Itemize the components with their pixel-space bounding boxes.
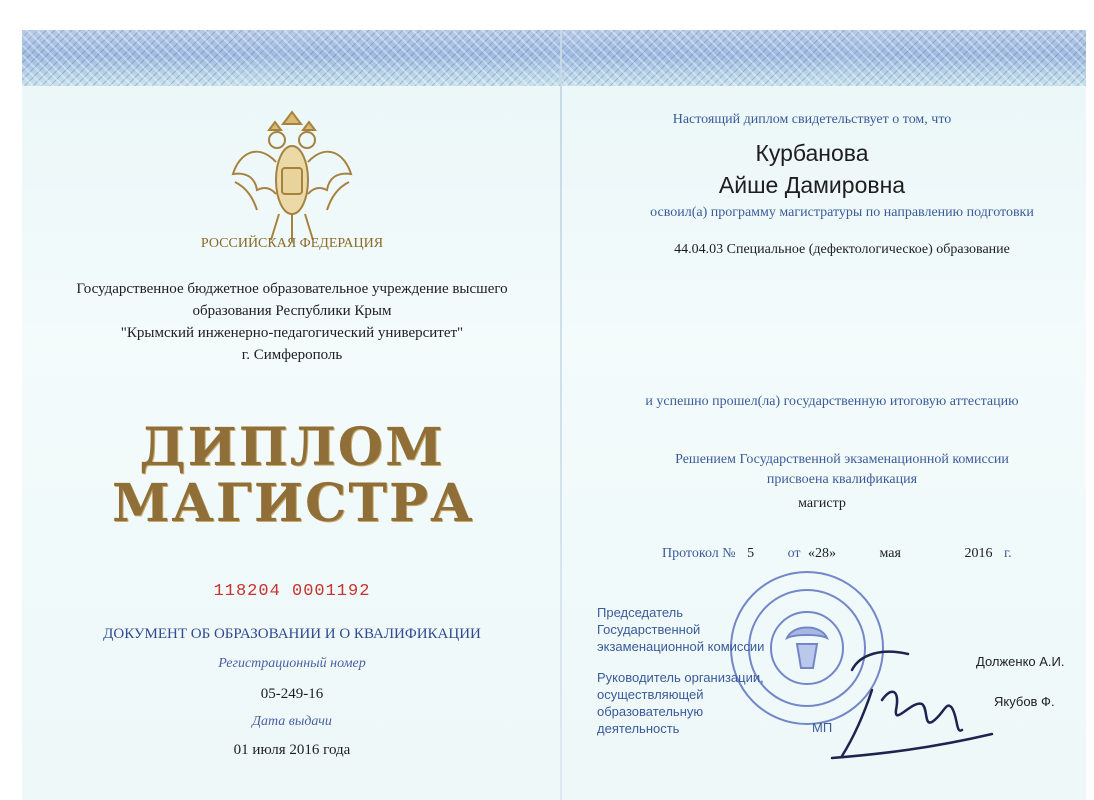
registration-number: 05-249-16: [260, 686, 324, 702]
diploma-title-line-1: ДИПЛОМ: [139, 417, 445, 478]
attestation-text: и успешно прошел(ла) государственную итоговую аттестацию: [645, 394, 1019, 409]
serial-number: 118204 0001192: [213, 582, 371, 601]
program-name: 44.04.03 Специальное (дефектологическое) образование: [674, 242, 1010, 257]
chair-title-line-3: экзаменационной комиссии: [597, 639, 765, 654]
decision-line-1: Решением Государственной экзаменационной комиссии: [675, 452, 1009, 467]
chair-signature-block: [597, 604, 797, 737]
protocol-from: от: [787, 546, 801, 561]
head-title-line-1: Руководитель организации,: [597, 670, 764, 685]
decorative-top-band: [22, 30, 1086, 86]
head-title-line-2: осуществляющей образовательную: [597, 687, 704, 719]
seal-mark: МП: [812, 720, 833, 735]
chair-name: Долженко А.И.: [976, 654, 1065, 669]
country-name: РОССИЙСКАЯ ФЕДЕРАЦИЯ: [200, 236, 384, 251]
qualification: магистр: [798, 496, 846, 511]
diploma-title: [112, 417, 475, 534]
commission-decision: [602, 450, 1082, 490]
mastered-program-text: освоил(а) программу магистратуры по направлению подготовки: [650, 205, 1034, 220]
institution-line-1: Государственное бюджетное образовательное учреждение высшего: [76, 281, 508, 297]
protocol-label: Протокол №: [662, 546, 736, 561]
graduate-surname: Курбанова: [755, 140, 869, 166]
head-title-line-3: деятельность: [597, 721, 680, 736]
head-name: Якубов Ф.: [994, 694, 1055, 709]
issue-date: 01 июля 2016 года: [233, 742, 351, 758]
protocol-year: 2016: [964, 546, 993, 561]
registration-label: Регистрационный номер: [218, 656, 366, 671]
decision-line-2: присвоена квалификация: [766, 472, 918, 487]
protocol-day: «28»: [808, 546, 837, 561]
protocol-line: [662, 546, 1094, 562]
institution-block: [62, 278, 522, 366]
chair-title-line-1: Председатель: [597, 605, 684, 620]
diploma-sheet: [22, 30, 1086, 800]
intro-text: Настоящий диплом свидетельствует о том, что: [672, 112, 952, 127]
institution-line-2: образования Республики Крым: [192, 303, 392, 319]
coat-of-arms-emblem: [227, 102, 357, 252]
handwritten-signature: [812, 630, 1012, 770]
institution-city: г. Симферополь: [241, 347, 343, 363]
institution-line-3: "Крымский инженерно-педагогический университет": [120, 325, 464, 341]
document-caption: ДОКУМЕНТ ОБ ОБРАЗОВАНИИ И О КВАЛИФИКАЦИИ: [103, 626, 481, 642]
protocol-month: мая: [879, 546, 901, 561]
issue-date-label: Дата выдачи: [252, 714, 332, 729]
protocol-number: 5: [747, 546, 755, 561]
protocol-year-suffix: г.: [1003, 546, 1012, 561]
graduate-given-names: Айше Дамировна: [718, 172, 906, 198]
chair-title-line-2: Государственной: [597, 622, 701, 637]
center-fold: [560, 30, 562, 800]
diploma-title-line-2: МАГИСТРА: [112, 473, 475, 534]
